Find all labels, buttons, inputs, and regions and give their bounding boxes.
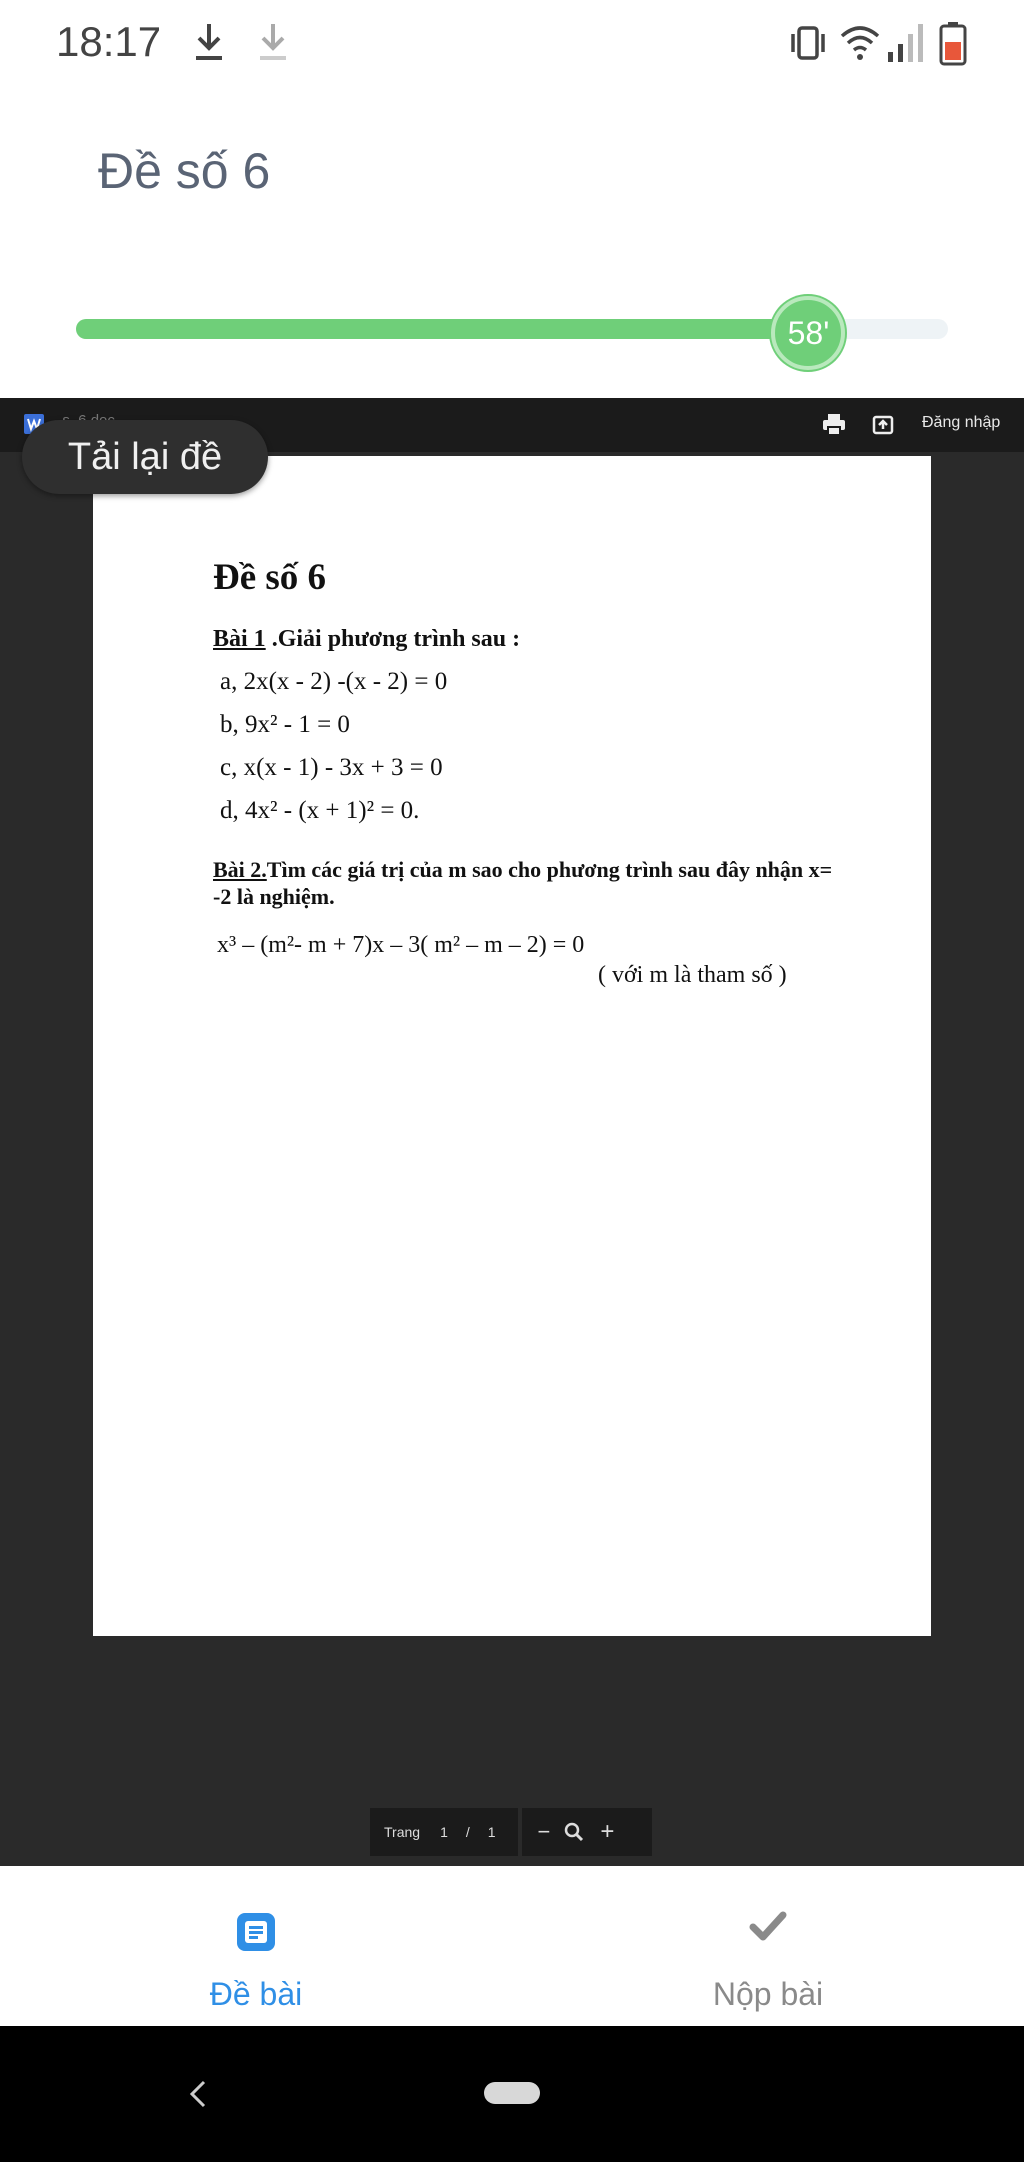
equation-a: a, 2x(x - 2) -(x - 2) = 0 — [220, 668, 448, 695]
zoom-icon[interactable] — [564, 1822, 584, 1842]
tab-nop-bai[interactable] — [512, 1866, 1024, 2026]
exercise-2-label: Bài 2. — [213, 857, 267, 882]
equation-note: ( với m là tham số ) — [598, 962, 787, 988]
exercise-1-text: .Giải phương trình sau : — [265, 626, 521, 652]
total-pages: 1 — [487, 1824, 496, 1840]
check-icon — [748, 1906, 788, 1946]
home-pill[interactable] — [484, 2082, 540, 2104]
document-viewer[interactable] — [0, 398, 1024, 1866]
page-separator: / — [465, 1824, 470, 1840]
document-page — [93, 456, 931, 1636]
bottom-tab-bar — [0, 1866, 1024, 2026]
equation-b: b, 9x² - 1 = 0 — [220, 711, 350, 738]
system-nav-bar — [0, 2026, 1024, 2162]
progress-fill — [76, 319, 808, 339]
tab-de-bai[interactable] — [0, 1866, 512, 2026]
document-icon — [236, 1912, 276, 1952]
download-icon — [256, 18, 290, 68]
equation-d: d, 4x² - (x + 1)² = 0. — [220, 797, 420, 824]
login-link[interactable]: Đăng nhập — [922, 414, 1001, 431]
tab-de-bai-label: Đề bài — [209, 1976, 303, 2012]
equation-c: c, x(x - 1) - 3x + 3 = 0 — [220, 754, 443, 781]
status-bar — [0, 0, 1024, 90]
exercise-2-text: Tìm các giá trị của m sao cho phương trình sau đây nhận x= -2 là nghiệm. — [213, 857, 833, 909]
page-navigator — [370, 1808, 652, 1856]
print-icon[interactable] — [822, 414, 846, 436]
exercise-1-title — [213, 626, 520, 653]
battery-icon — [938, 18, 968, 68]
tab-nop-bai-label: Nộp bài — [712, 1976, 824, 2012]
status-time: 18:17 — [56, 18, 162, 65]
vibrate-icon — [788, 18, 828, 68]
main-equation: x³ – (m²- m + 7)x – 3( m² – m – 2) = 0 — [217, 932, 585, 958]
current-page[interactable]: 1 — [440, 1824, 448, 1840]
wifi-icon — [838, 18, 882, 68]
reload-exam-button[interactable]: Tải lại đề — [22, 420, 268, 494]
page-title: Đề số 6 — [98, 143, 271, 199]
pager-divider — [518, 1808, 522, 1856]
zoom-in-button[interactable]: + — [600, 1818, 615, 1845]
document-heading: Đề số 6 — [213, 557, 327, 598]
exercise-2-title — [213, 856, 848, 910]
exercise-1-label: Bài 1 — [213, 626, 266, 652]
page-label: Trang — [384, 1824, 421, 1840]
back-icon[interactable] — [186, 2078, 210, 2110]
download-icon — [192, 18, 226, 68]
zoom-out-button[interactable]: − — [537, 1819, 551, 1844]
timer-badge: 58' — [771, 296, 845, 370]
signal-icon — [886, 18, 926, 68]
open-external-icon[interactable] — [872, 414, 894, 436]
